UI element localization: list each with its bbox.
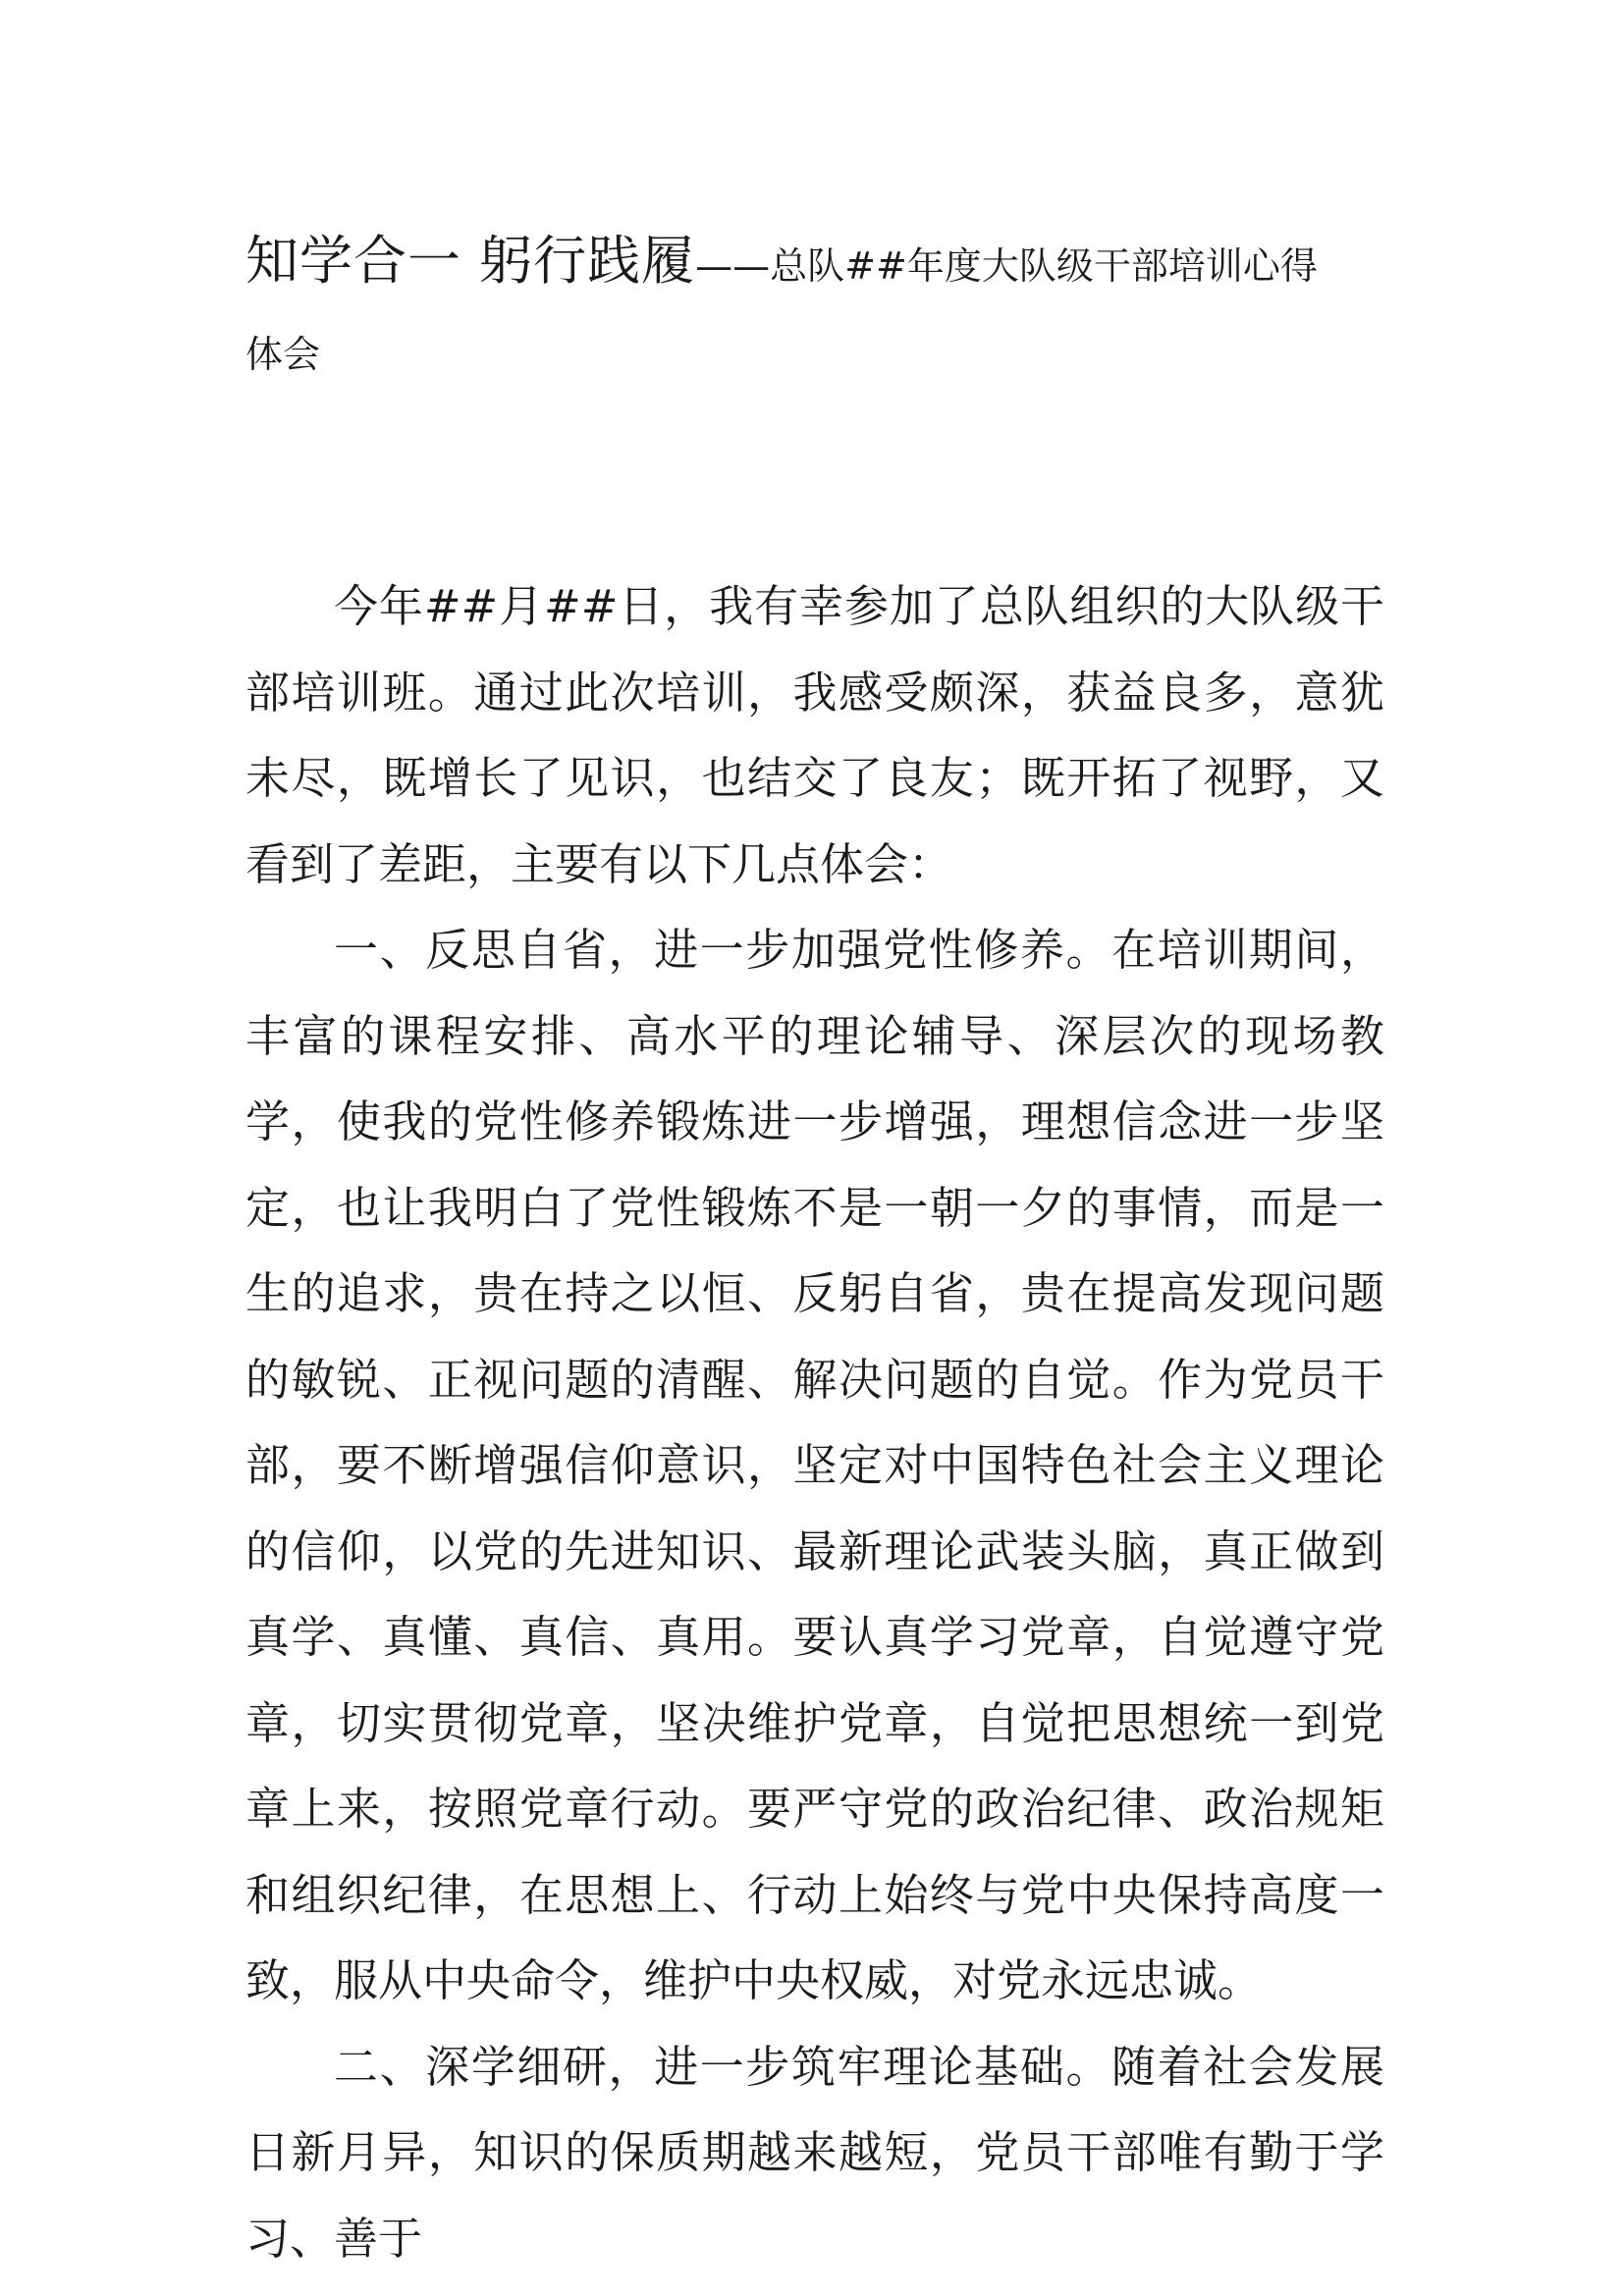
paragraph-section-2: 二、深学细研，进一步筑牢理论基础。随着社会发展日新月异，知识的保质期越来越短，党员干部唯有勤于学习、善于 <box>245 2040 1384 2265</box>
title-subtitle-continued: 体会 <box>245 333 321 376</box>
document-title <box>245 218 1404 400</box>
title-main: 知学合一 躬行践履 <box>245 230 696 292</box>
document-body <box>245 563 1384 2281</box>
paragraph-section-1: 一、反思自省，进一步加强党性修养。在培训期间，丰富的课程安排、高水平的理论辅导、深层次的现场教学，使我的党性修养锻炼进一步增强，理想信念进一步坚定，也让我明白了党性锻炼不是一朝一夕的事情，而是一生的追求，贵在持之以恒、反躬自省，贵在提高发现问题的敏锐、正视问题的清醒、解决问题的自觉。作为党员干部，要不断增强信仰意识，坚定对中国特色社会主义理论的信仰，以党的先进知识、最新理论武装头脑，真正做到真学、真懂、真信、真用。要认真学习党章，自觉遵守党章，切实贯彻党章，坚决维护党章，自觉把思想统一到党章上来，按照党章行动。要严守党的政治纪律、政治规矩和组织纪律，在思想上、行动上始终与党中央保持高度一致，服从中央命令，维护中央权威，对党永远忠诚。 <box>245 924 1384 2006</box>
title-subtitle: ——总队##年度大队级干部培训心得 <box>695 244 1318 288</box>
paragraph-intro: 今年##月##日，我有幸参加了总队组织的大队级干部培训班。通过此次培训，我感受颇深，获益良多，意犹未尽，既增长了见识，也结交了良友；既开拓了视野，又看到了差距，主要有以下几点体会： <box>245 580 1384 890</box>
